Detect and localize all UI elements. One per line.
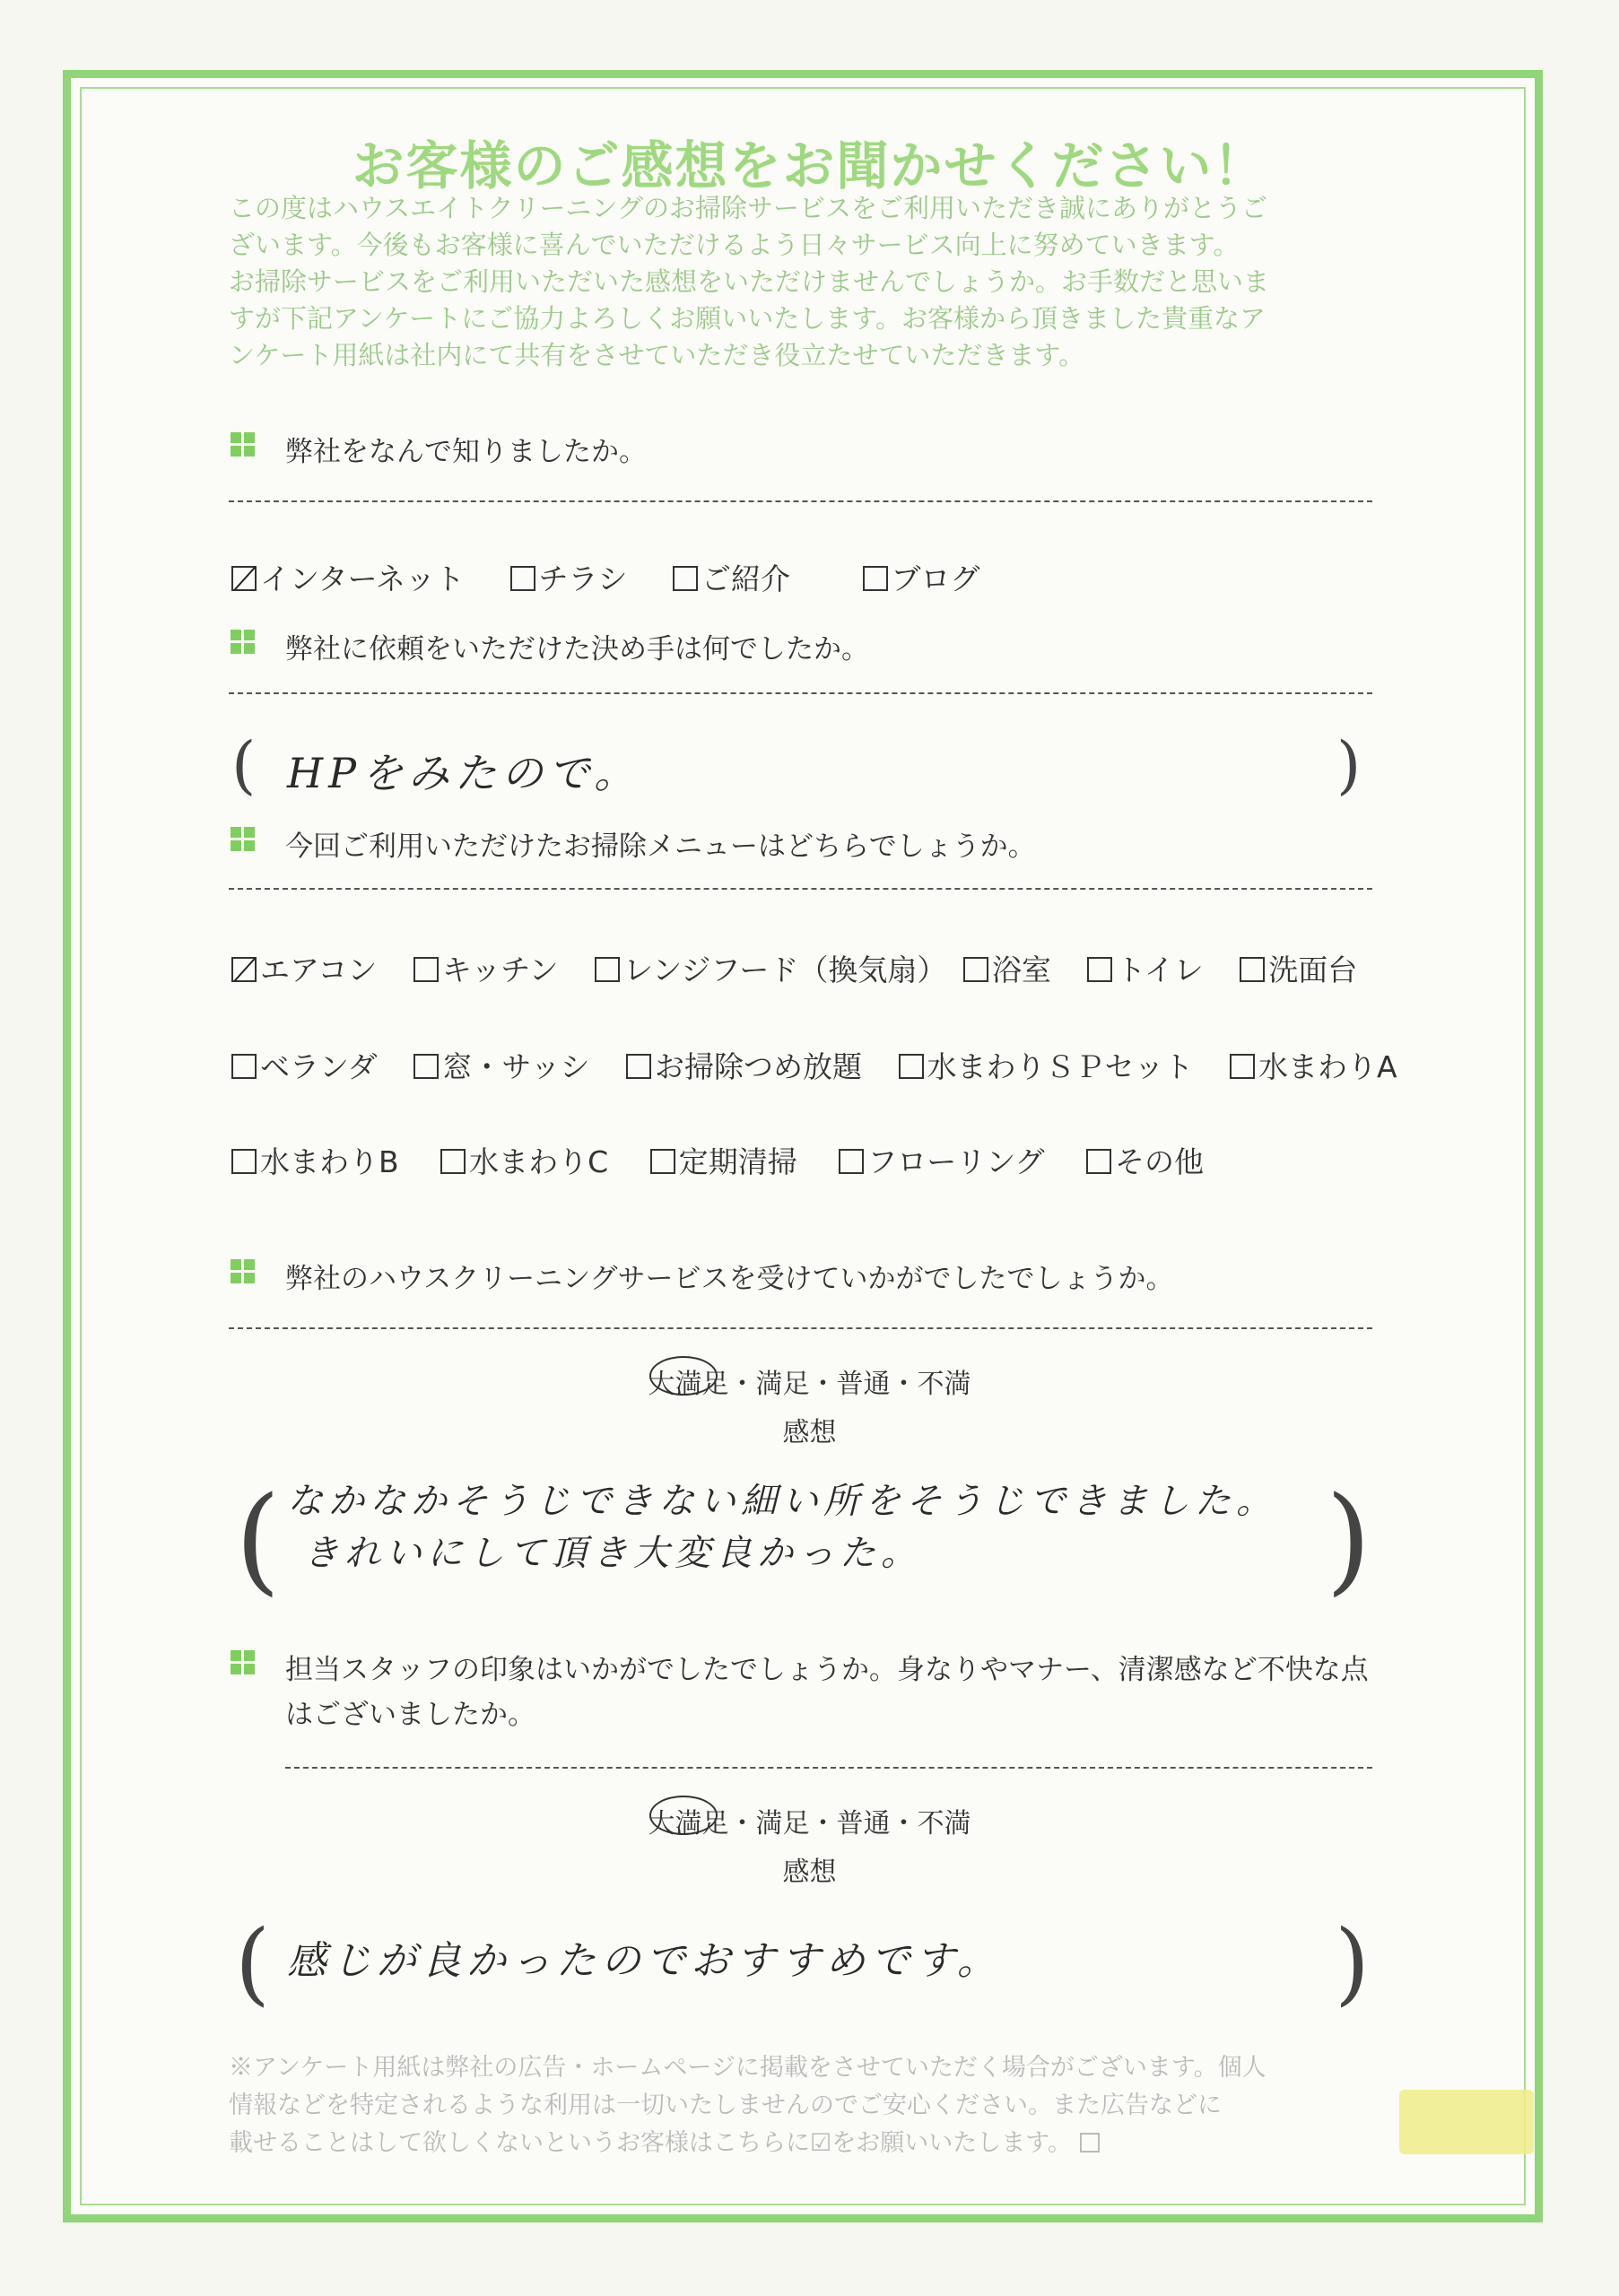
bullet-icon [231, 1650, 256, 1675]
q1-option-blog[interactable]: ブログ [863, 561, 980, 596]
divider [285, 1767, 1372, 1769]
q4-answer-line1[interactable]: なかなかそうじできない細い所をそうじできました。 [287, 1481, 1277, 1522]
bullet-icon [231, 432, 256, 457]
selection-circle-icon [649, 1796, 718, 1835]
q3-option-bathroom[interactable]: 浴室 [963, 952, 1051, 987]
q3-options-row1 [231, 947, 1357, 989]
q3-option-water-b[interactable]: 水まわりB [231, 1144, 399, 1179]
paren-left: ( [235, 1910, 271, 2015]
q4-rating-scale[interactable]: 大満足・満足・普通・不満 [648, 1369, 971, 1400]
checkbox[interactable] [963, 957, 988, 982]
q3-option-washbasin[interactable]: 洗面台 [1240, 952, 1357, 987]
q3-option-rangehood[interactable]: レンジフード（換気扇） [595, 952, 946, 987]
q2-answer[interactable]: HPをみたので。 [287, 749, 641, 797]
paren-left: ( [231, 728, 257, 802]
checkbox[interactable] [863, 566, 888, 591]
q3-option-kitchen[interactable]: キッチン [413, 952, 559, 987]
q1-options [231, 556, 980, 598]
q1-question: 弊社をなんで知りましたか。 [285, 436, 647, 468]
q3-option-veranda[interactable]: ベランダ [231, 1049, 378, 1084]
q4-answer-line2[interactable]: きれいにして頂き大変良かった。 [303, 1533, 922, 1574]
intro-text: この度はハウスエイトクリーニングのお掃除サービスをご利用いただき誠にありがとうご ざいます。今後もお客様に喜んでいただけるよう日々サービス向上に努めていきます。 お掃除サービスをご利用いただいた感想をいただけませんでしょうか。お手数だと思いま すが下記アンケートにご協力よろしくお願いいたします。お客様から頂きました貴重なア ンケート用紙は社内にて共有をさせていただき役立たせていただきます。 [229, 193, 1270, 370]
q3-option-unlimited[interactable]: お掃除つめ放題 [626, 1049, 862, 1084]
q5-answer[interactable]: 感じが良かったのでおすすめです。 [287, 1938, 1002, 1984]
checkbox[interactable] [839, 1149, 864, 1174]
checkbox[interactable] [231, 1054, 257, 1079]
divider [229, 1327, 1372, 1329]
q5-rating-scale[interactable]: 大満足・満足・普通・不満 [648, 1808, 971, 1839]
q1-option-flyer[interactable]: チラシ [510, 561, 628, 596]
checkbox[interactable] [626, 1054, 651, 1079]
bullet-icon [231, 630, 256, 655]
q3-options-row3 [231, 1139, 1204, 1181]
divider [229, 500, 1372, 502]
q1-option-referral[interactable]: ご紹介 [673, 561, 790, 596]
checkbox[interactable] [1087, 957, 1112, 982]
checkbox[interactable] [1230, 1054, 1255, 1079]
checkbox[interactable] [673, 566, 698, 591]
q3-option-regular[interactable]: 定期清掃 [650, 1144, 797, 1179]
q1-option-internet[interactable]: インターネット [231, 561, 465, 596]
checkbox-checked[interactable] [231, 566, 257, 591]
checkbox[interactable] [1240, 957, 1265, 982]
divider [229, 692, 1372, 694]
divider [229, 888, 1372, 890]
checkbox[interactable] [899, 1054, 924, 1079]
checkbox[interactable] [440, 1149, 466, 1174]
q3-option-window[interactable]: 窓・サッシ [413, 1049, 589, 1084]
paren-right: ) [1335, 1910, 1371, 2015]
checkbox-checked[interactable] [231, 957, 257, 982]
paren-left: ( [235, 1471, 281, 1607]
q3-option-other[interactable]: その他 [1086, 1144, 1204, 1179]
page-title: お客様のご感想をお聞かせください！ [352, 135, 1267, 196]
q5-question-line1: 担当スタッフの印象はいかがでしたでしょうか。身なりやマナー、清潔感など不快な点 [285, 1654, 1369, 1686]
paren-right: ) [1326, 1471, 1371, 1607]
checkbox[interactable] [413, 957, 439, 982]
q4-question: 弊社のハウスクリーニングサービスを受けていかがでしたでしょうか。 [285, 1263, 1174, 1295]
checkbox[interactable] [595, 957, 620, 982]
selection-circle-icon [649, 1356, 718, 1396]
q3-option-water-a[interactable]: 水まわりA [1230, 1049, 1397, 1084]
bullet-icon [231, 827, 256, 852]
checkbox[interactable] [413, 1054, 439, 1079]
q3-option-water-c[interactable]: 水まわりC [440, 1144, 608, 1179]
q3-question: 今回ご利用いただけたお掃除メニューはどちらでしょうか。 [285, 831, 1036, 863]
q2-question: 弊社に依頼をいただけた決め手は何でしたか。 [285, 633, 869, 665]
q5-question-line2: はございましたか。 [285, 1699, 535, 1731]
q3-option-water-sp[interactable]: 水まわりＳＰセット [899, 1049, 1194, 1084]
q4-impression-label: 感想 [782, 1417, 837, 1448]
q5-impression-label: 感想 [782, 1857, 837, 1888]
q3-options-row2 [231, 1044, 1397, 1086]
paren-right: ) [1336, 728, 1362, 802]
checkbox[interactable] [510, 566, 535, 591]
checkbox[interactable] [1086, 1149, 1111, 1174]
checkbox[interactable] [650, 1149, 675, 1174]
q3-option-flooring[interactable]: フローリング [839, 1144, 1044, 1179]
q3-option-toilet[interactable]: トイレ [1087, 952, 1203, 987]
checkbox[interactable] [231, 1149, 257, 1174]
opt-out-checkbox[interactable] [1080, 2133, 1100, 2152]
footer-note: ※アンケート用紙は弊社の広告・ホームページに掲載をさせていただく場合がございます。個人 情報などを特定されるような利用は一切いたしませんのでご安心ください。また広告などに 載せることはして欲しくないというお客様はこちらに☑をお願いいたします。 [229, 2054, 1266, 2157]
q3-option-aircon[interactable]: エアコン [231, 952, 377, 987]
stamp-mark [1399, 2090, 1534, 2154]
bullet-icon [231, 1259, 256, 1284]
